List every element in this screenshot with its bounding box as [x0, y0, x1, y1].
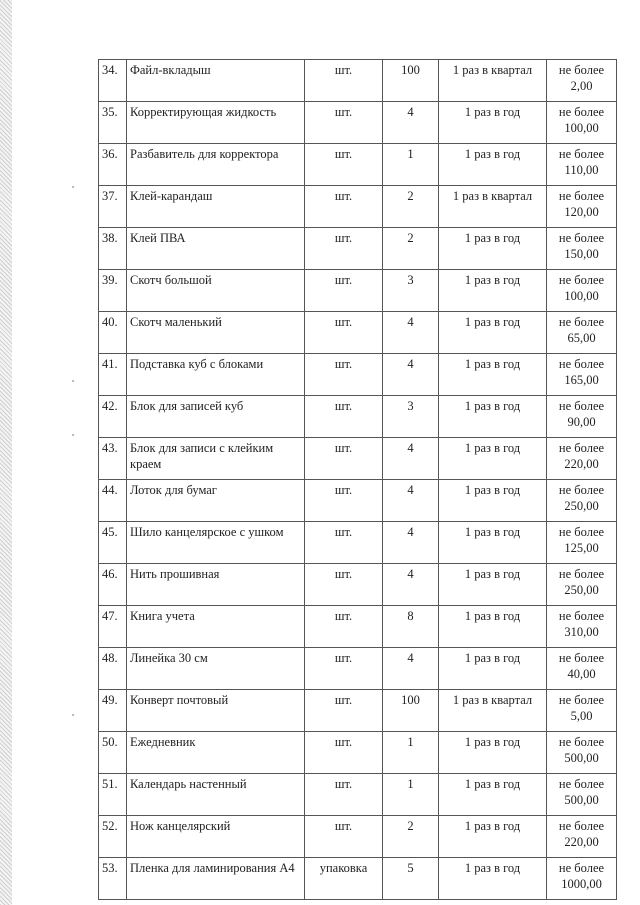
- row-number: 36.: [99, 144, 127, 186]
- price-value: 310,00: [564, 625, 599, 639]
- price-label: не более: [558, 189, 605, 203]
- unit-cell: шт.: [305, 270, 383, 312]
- price-label: не более: [558, 315, 605, 329]
- frequency-cell: 1 раз в квартал: [439, 60, 547, 102]
- price-label: не более: [558, 819, 605, 833]
- quantity-cell: 4: [383, 564, 439, 606]
- price-value: 500,00: [564, 751, 599, 765]
- quantity-cell: 5: [383, 858, 439, 900]
- quantity-cell: 2: [383, 228, 439, 270]
- price-label: не более: [558, 399, 605, 413]
- price-label: не более: [558, 147, 605, 161]
- frequency-cell: 1 раз в год: [439, 774, 547, 816]
- price-value: 500,00: [564, 793, 599, 807]
- price-cell: [547, 606, 617, 648]
- quantity-cell: 1: [383, 732, 439, 774]
- price-cell: [547, 144, 617, 186]
- item-name: Лоток для бумаг: [127, 480, 305, 522]
- frequency-cell: 1 раз в год: [439, 816, 547, 858]
- unit-cell: шт.: [305, 144, 383, 186]
- table-row: [99, 60, 617, 102]
- row-number: 46.: [99, 564, 127, 606]
- quantity-cell: 1: [383, 144, 439, 186]
- price-cell: [547, 228, 617, 270]
- price-value: 1000,00: [561, 877, 602, 891]
- item-name: Ежедневник: [127, 732, 305, 774]
- quantity-cell: 1: [383, 774, 439, 816]
- price-cell: [547, 60, 617, 102]
- row-number: 37.: [99, 186, 127, 228]
- unit-cell: шт.: [305, 480, 383, 522]
- row-number: 44.: [99, 480, 127, 522]
- scan-speck: [72, 186, 74, 188]
- price-value: 90,00: [567, 415, 596, 429]
- price-value: 100,00: [564, 121, 599, 135]
- item-name: Скотч большой: [127, 270, 305, 312]
- frequency-cell: 1 раз в год: [439, 102, 547, 144]
- price-cell: [547, 690, 617, 732]
- scan-speck: [72, 714, 74, 716]
- row-number: 45.: [99, 522, 127, 564]
- item-name: Блок для записей куб: [127, 396, 305, 438]
- table-row: [99, 690, 617, 732]
- price-cell: [547, 774, 617, 816]
- item-name: Клей ПВА: [127, 228, 305, 270]
- quantity-cell: 4: [383, 522, 439, 564]
- frequency-cell: 1 раз в квартал: [439, 186, 547, 228]
- price-label: не более: [558, 735, 605, 749]
- item-name: Шило канцелярское с ушком: [127, 522, 305, 564]
- frequency-cell: 1 раз в год: [439, 648, 547, 690]
- supplies-table: [98, 59, 617, 900]
- row-number: 52.: [99, 816, 127, 858]
- unit-cell: шт.: [305, 60, 383, 102]
- price-cell: [547, 858, 617, 900]
- table-row: [99, 606, 617, 648]
- price-value: 120,00: [564, 205, 599, 219]
- price-label: не более: [558, 441, 605, 455]
- price-value: 40,00: [567, 667, 596, 681]
- frequency-cell: 1 раз в год: [439, 270, 547, 312]
- price-label: не более: [558, 273, 605, 287]
- item-name: Разбавитель для корректора: [127, 144, 305, 186]
- unit-cell: шт.: [305, 438, 383, 480]
- table-row: [99, 732, 617, 774]
- price-cell: [547, 354, 617, 396]
- price-cell: [547, 270, 617, 312]
- price-value: 110,00: [564, 163, 599, 177]
- unit-cell: шт.: [305, 732, 383, 774]
- frequency-cell: 1 раз в год: [439, 480, 547, 522]
- row-number: 51.: [99, 774, 127, 816]
- price-cell: [547, 732, 617, 774]
- quantity-cell: 4: [383, 438, 439, 480]
- binding-edge: [0, 0, 12, 905]
- unit-cell: упаковка: [305, 858, 383, 900]
- frequency-cell: 1 раз в год: [439, 522, 547, 564]
- table-row: [99, 522, 617, 564]
- price-label: не более: [558, 567, 605, 581]
- frequency-cell: 1 раз в год: [439, 732, 547, 774]
- frequency-cell: 1 раз в год: [439, 858, 547, 900]
- quantity-cell: 4: [383, 648, 439, 690]
- frequency-cell: 1 раз в год: [439, 396, 547, 438]
- price-value: 220,00: [564, 835, 599, 849]
- quantity-cell: 100: [383, 690, 439, 732]
- unit-cell: шт.: [305, 606, 383, 648]
- price-cell: [547, 102, 617, 144]
- price-cell: [547, 564, 617, 606]
- table-row: [99, 144, 617, 186]
- row-number: 40.: [99, 312, 127, 354]
- unit-cell: шт.: [305, 102, 383, 144]
- price-label: не более: [558, 63, 605, 77]
- row-number: 50.: [99, 732, 127, 774]
- quantity-cell: 4: [383, 480, 439, 522]
- row-number: 34.: [99, 60, 127, 102]
- table-row: [99, 480, 617, 522]
- price-label: не более: [558, 357, 605, 371]
- price-label: не более: [558, 861, 605, 875]
- item-name: Скотч маленький: [127, 312, 305, 354]
- quantity-cell: 2: [383, 186, 439, 228]
- quantity-cell: 8: [383, 606, 439, 648]
- row-number: 47.: [99, 606, 127, 648]
- item-name: Книга учета: [127, 606, 305, 648]
- unit-cell: шт.: [305, 186, 383, 228]
- row-number: 42.: [99, 396, 127, 438]
- item-name: Пленка для ламинирования А4: [127, 858, 305, 900]
- row-number: 49.: [99, 690, 127, 732]
- frequency-cell: 1 раз в год: [439, 228, 547, 270]
- unit-cell: шт.: [305, 774, 383, 816]
- frequency-cell: 1 раз в год: [439, 564, 547, 606]
- frequency-cell: 1 раз в год: [439, 606, 547, 648]
- price-cell: [547, 396, 617, 438]
- price-label: не более: [558, 651, 605, 665]
- price-label: не более: [558, 609, 605, 623]
- table-row: [99, 858, 617, 900]
- item-name: Клей-карандаш: [127, 186, 305, 228]
- row-number: 43.: [99, 438, 127, 480]
- price-cell: [547, 648, 617, 690]
- row-number: 38.: [99, 228, 127, 270]
- unit-cell: шт.: [305, 690, 383, 732]
- unit-cell: шт.: [305, 522, 383, 564]
- row-number: 48.: [99, 648, 127, 690]
- item-name: Нож канцелярский: [127, 816, 305, 858]
- price-label: не более: [558, 483, 605, 497]
- unit-cell: шт.: [305, 228, 383, 270]
- unit-cell: шт.: [305, 354, 383, 396]
- table-row: [99, 186, 617, 228]
- price-value: 250,00: [564, 499, 599, 513]
- table-row: [99, 102, 617, 144]
- price-label: не более: [558, 693, 605, 707]
- item-name: Корректирующая жидкость: [127, 102, 305, 144]
- price-value: 65,00: [567, 331, 596, 345]
- item-name: Нить прошивная: [127, 564, 305, 606]
- row-number: 41.: [99, 354, 127, 396]
- price-value: 220,00: [564, 457, 599, 471]
- table-row: [99, 396, 617, 438]
- item-name: Линейка 30 см: [127, 648, 305, 690]
- table-row: [99, 270, 617, 312]
- frequency-cell: 1 раз в год: [439, 354, 547, 396]
- price-cell: [547, 816, 617, 858]
- row-number: 39.: [99, 270, 127, 312]
- frequency-cell: 1 раз в год: [439, 312, 547, 354]
- item-name: Файл-вкладыш: [127, 60, 305, 102]
- table-row: [99, 816, 617, 858]
- price-value: 100,00: [564, 289, 599, 303]
- unit-cell: шт.: [305, 312, 383, 354]
- item-name: Блок для записи с клейким краем: [127, 438, 305, 480]
- price-cell: [547, 480, 617, 522]
- quantity-cell: 4: [383, 102, 439, 144]
- price-cell: [547, 186, 617, 228]
- quantity-cell: 3: [383, 396, 439, 438]
- quantity-cell: 3: [383, 270, 439, 312]
- unit-cell: шт.: [305, 648, 383, 690]
- table-row: [99, 312, 617, 354]
- item-name: Конверт почтовый: [127, 690, 305, 732]
- table-row: [99, 228, 617, 270]
- table-row: [99, 774, 617, 816]
- price-value: 125,00: [564, 541, 599, 555]
- table-row: [99, 564, 617, 606]
- row-number: 53.: [99, 858, 127, 900]
- table-row: [99, 648, 617, 690]
- price-cell: [547, 312, 617, 354]
- row-number: 35.: [99, 102, 127, 144]
- frequency-cell: 1 раз в год: [439, 144, 547, 186]
- item-name: Подставка куб с блоками: [127, 354, 305, 396]
- price-value: 5,00: [570, 709, 593, 723]
- price-label: не более: [558, 231, 605, 245]
- price-value: 150,00: [564, 247, 599, 261]
- unit-cell: шт.: [305, 396, 383, 438]
- price-cell: [547, 522, 617, 564]
- frequency-cell: 1 раз в год: [439, 438, 547, 480]
- quantity-cell: 4: [383, 312, 439, 354]
- price-label: не более: [558, 525, 605, 539]
- quantity-cell: 100: [383, 60, 439, 102]
- frequency-cell: 1 раз в квартал: [439, 690, 547, 732]
- price-cell: [547, 438, 617, 480]
- scan-speck: [72, 380, 74, 382]
- table-row: [99, 354, 617, 396]
- price-value: 165,00: [564, 373, 599, 387]
- unit-cell: шт.: [305, 816, 383, 858]
- unit-cell: шт.: [305, 564, 383, 606]
- price-label: не более: [558, 777, 605, 791]
- item-name: Календарь настенный: [127, 774, 305, 816]
- quantity-cell: 4: [383, 354, 439, 396]
- table-row: [99, 438, 617, 480]
- price-value: 2,00: [570, 79, 593, 93]
- price-value: 250,00: [564, 583, 599, 597]
- quantity-cell: 2: [383, 816, 439, 858]
- price-label: не более: [558, 105, 605, 119]
- scan-speck: [72, 434, 74, 436]
